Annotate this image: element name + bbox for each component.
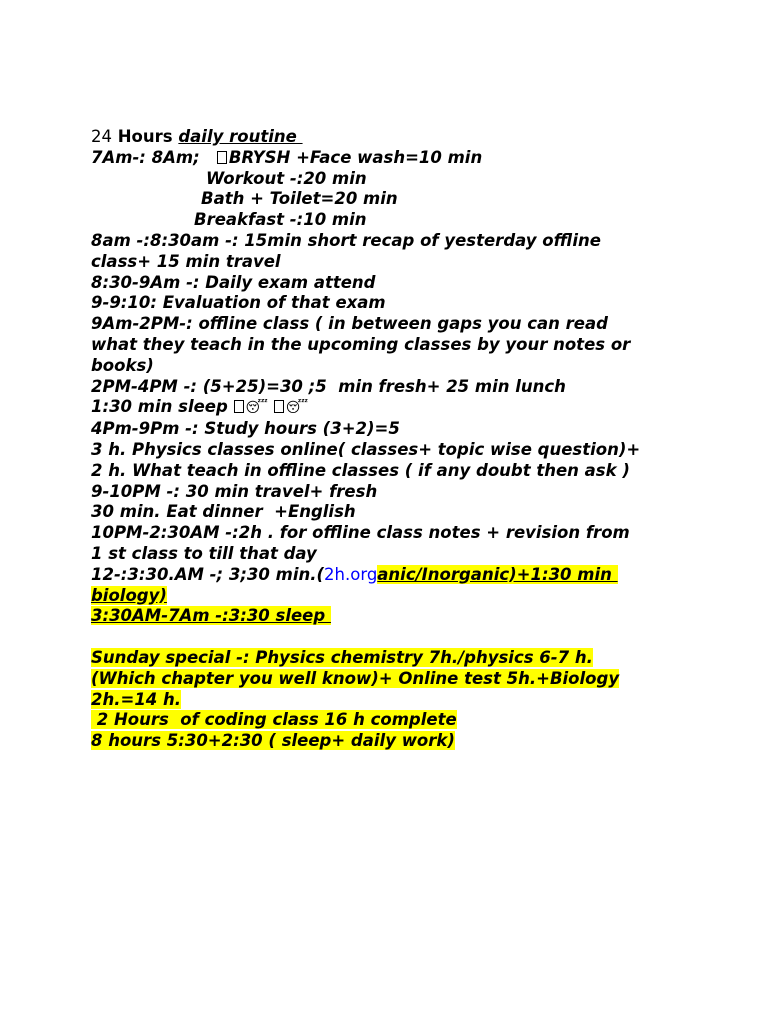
sunday-line-5 bbox=[91, 731, 691, 752]
document-body bbox=[91, 127, 691, 752]
highlighted-text: Sunday special -: Physics chemistry 7h./physics 6-7 h. bbox=[91, 647, 593, 667]
highlighted-text: 2h.=14 h. bbox=[91, 689, 182, 709]
highlighted-text: 3:30AM-7Am -:3:30 sleep bbox=[91, 606, 331, 626]
night-time-text: 12-:3:30.AM -; 3;30 min.( bbox=[91, 564, 325, 584]
missing-glyph-icon bbox=[234, 400, 244, 413]
sunday-line-1 bbox=[91, 648, 691, 669]
routine-line-8: 9-9:10: Evaluation of that exam bbox=[91, 293, 386, 313]
routine-line-7: 8:30-9Am -: Daily exam attend bbox=[91, 272, 376, 292]
routine-line-18: 30 min. Eat dinner +English bbox=[91, 502, 356, 522]
blank-line bbox=[91, 627, 691, 648]
blue-link-text: 2h.org bbox=[324, 564, 378, 584]
missing-glyph-icon bbox=[274, 400, 284, 413]
routine-line-10: what they teach in the upcoming classes by your notes or bbox=[91, 334, 631, 354]
title-underlined: daily routine bbox=[178, 127, 303, 146]
routine-line-16: 2 h. What teach in offline classes ( if any doubt then ask ) bbox=[91, 460, 630, 480]
routine-line-11: books) bbox=[91, 355, 154, 375]
routine-line-17: 9-10PM -: 30 min travel+ fresh bbox=[91, 481, 378, 501]
routine-line-5: 8am -:8:30am -: 15min short recap of yesterday offline bbox=[91, 230, 601, 250]
routine-line-9: 9Am-2PM-: offline class ( in between gaps you can read bbox=[91, 314, 608, 334]
routine-line-22 bbox=[91, 586, 691, 607]
routine-line-2: Workout -:20 min bbox=[206, 168, 367, 188]
missing-glyph-icon bbox=[217, 151, 227, 164]
title-line bbox=[91, 127, 691, 148]
highlighted-text: 8 hours 5:30+2:30 ( sleep+ daily work) bbox=[91, 731, 455, 751]
sunday-line-3 bbox=[91, 690, 691, 711]
highlighted-text: (Which chapter you well know)+ Online test 5h.+Biology bbox=[91, 668, 620, 688]
sleep-text: 1:30 min sleep bbox=[91, 397, 234, 417]
title-number: 24 bbox=[91, 127, 112, 146]
highlighted-text: biology) bbox=[91, 585, 167, 605]
sleeping-face-icon: 😴 bbox=[285, 400, 309, 417]
sunday-line-4 bbox=[91, 710, 691, 731]
routine-time: 7Am-: 8Am; bbox=[91, 147, 217, 167]
routine-line-19: 10PM-2:30AM -:2h . for offline class notes + revision from bbox=[91, 523, 630, 543]
highlighted-text: 2 Hours of coding class 16 h complete bbox=[91, 710, 457, 730]
routine-text: BRYSH +Face wash=10 min bbox=[228, 147, 483, 167]
routine-line-13 bbox=[91, 397, 691, 419]
sleeping-face-icon: 😴 bbox=[245, 400, 269, 417]
routine-line-3: Bath + Toilet=20 min bbox=[201, 189, 398, 209]
sunday-line-2 bbox=[91, 669, 691, 690]
routine-line-1 bbox=[91, 148, 691, 169]
title-word: Hours bbox=[117, 127, 173, 146]
routine-line-14: 4Pm-9Pm -: Study hours (3+2)=5 bbox=[91, 419, 400, 439]
routine-line-6: class+ 15 min travel bbox=[91, 251, 281, 271]
routine-line-20: 1 st class to till that day bbox=[91, 543, 317, 563]
routine-line-23 bbox=[91, 606, 691, 627]
routine-line-15: 3 h. Physics classes online( classes+ topic wise question)+ bbox=[91, 439, 641, 459]
routine-line-21 bbox=[91, 565, 691, 586]
routine-line-12: 2PM-4PM -: (5+25)=30 ;5 min fresh+ 25 min lunch bbox=[91, 376, 566, 396]
highlighted-text: anic/Inorganic)+1:30 min bbox=[377, 564, 618, 584]
routine-line-4: Breakfast -:10 min bbox=[194, 210, 367, 230]
